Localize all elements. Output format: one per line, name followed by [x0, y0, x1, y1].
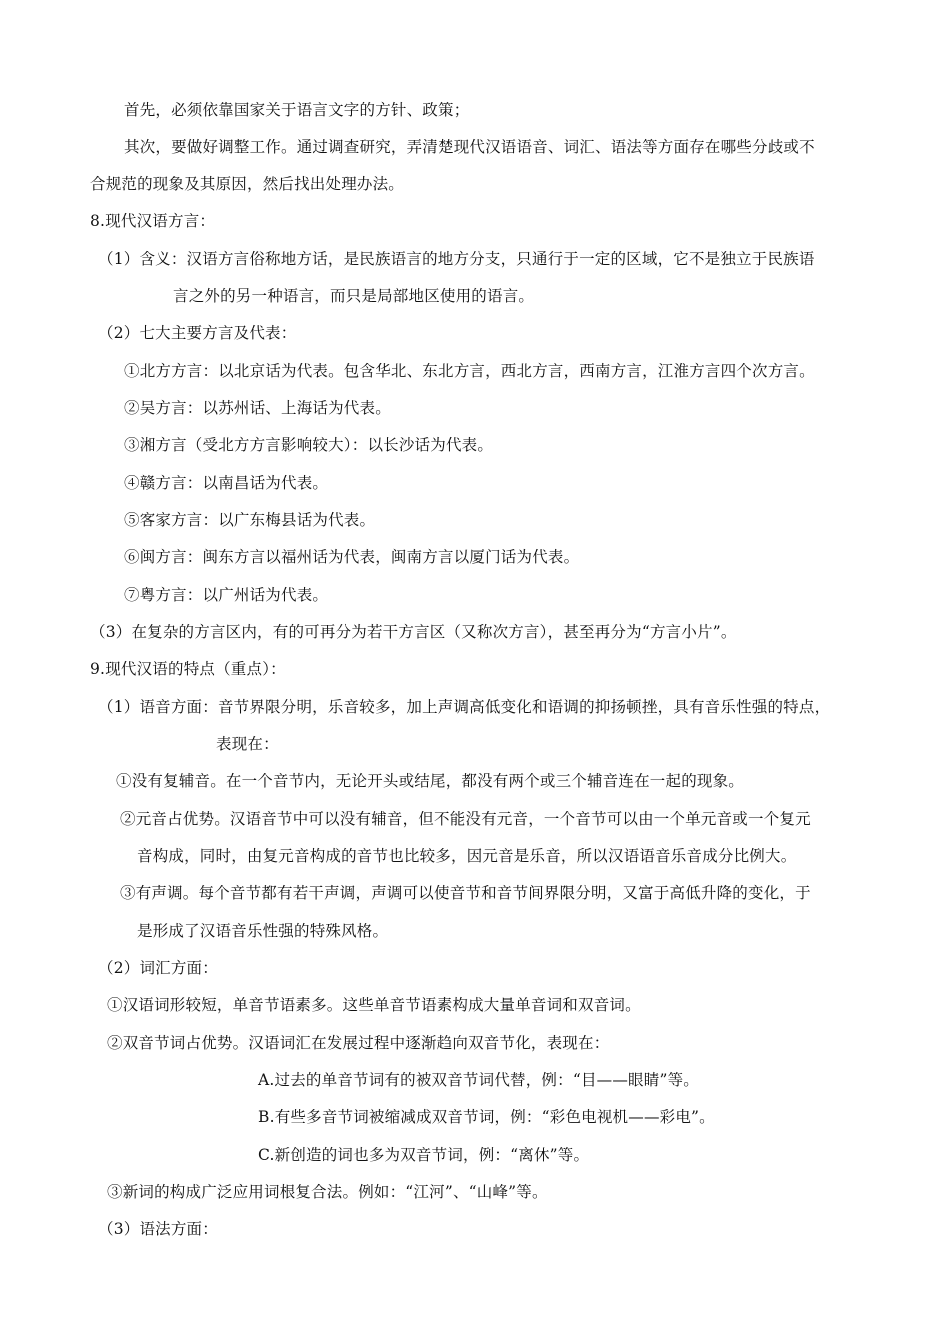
text-line: 音构成，同时，由复元音构成的音节也比较多，因元音是乐音，所以汉语语音乐音成分比例大。 [137, 847, 797, 865]
text-line: （3）在复杂的方言区内，有的可再分为若干方言区（又称次方言），甚至再分为“方言小片”。 [90, 623, 737, 641]
text-line: 表现在： [216, 735, 279, 753]
text-line: （2）词汇方面： [98, 959, 218, 977]
text-line: （2）七大主要方言及代表： [98, 324, 297, 342]
text-line: 言之外的另一种语言，而只是局部地区使用的语言。 [173, 287, 535, 305]
section-heading: 8.现代汉语方言： [90, 212, 216, 230]
section-heading: 9.现代汉语的特点（重点）： [90, 660, 286, 678]
sub-item: C.新创造的词也多为双音节词，例：“离休”等。 [258, 1146, 590, 1164]
text-line: 首先，必须依靠国家关于语言文字的方针、政策； [124, 101, 470, 119]
list-item: ②吴方言：以苏州话、上海话为代表。 [124, 399, 391, 417]
list-item: ③有声调。每个音节都有若干声调，声调可以使音节和音节间界限分明，又富于高低升降的变化，于 [120, 884, 811, 902]
text-line: 其次，要做好调整工作。通过调查研究，弄清楚现代汉语语音、词汇、语法等方面存在哪些分歧或不 [124, 138, 815, 156]
text-line: （1）语音方面：音节界限分明，乐音较多，加上声调高低变化和语调的抑扬顿挫，具有音乐性强的特点， [98, 698, 831, 716]
list-item: ③新词的构成广泛应用词根复合法。例如：“江河”、“山峰”等。 [107, 1183, 548, 1201]
list-item: ①汉语词形较短，单音节语素多。这些单音节语素构成大量单音词和双音词。 [107, 996, 641, 1014]
list-item: ①没有复辅音。在一个音节内，无论开头或结尾，都没有两个或三个辅音连在一起的现象。 [116, 772, 745, 790]
sub-item: B.有些多音节词被缩减成双音节词，例：“彩色电视机——彩电”。 [258, 1108, 715, 1126]
list-item: ③湘方言（受北方方言影响较大）：以长沙话为代表。 [124, 436, 494, 454]
text-line: （3）语法方面： [98, 1220, 218, 1238]
sub-item: A.过去的单音节词有的被双音节词代替，例：“目——眼睛”等。 [258, 1071, 699, 1089]
list-item: ②双音节词占优势。汉语词汇在发展过程中逐渐趋向双音节化，表现在： [107, 1034, 610, 1052]
list-item: ⑤客家方言：以广东梅县话为代表。 [124, 511, 376, 529]
list-item: ⑥闽方言：闽东方言以福州话为代表，闽南方言以厦门话为代表。 [124, 548, 580, 566]
list-item: ①北方方言：以北京话为代表。包含华北、东北方言，西北方言，西南方言，江淮方言四个次方言。 [124, 362, 815, 380]
text-line: 是形成了汉语音乐性强的特殊风格。 [137, 922, 389, 940]
list-item: ⑦粤方言：以广州话为代表。 [124, 586, 329, 604]
list-item: ④赣方言：以南昌话为代表。 [124, 474, 329, 492]
list-item: ②元音占优势。汉语音节中可以没有辅音，但不能没有元音，一个音节可以由一个单元音或一个复元 [120, 810, 811, 828]
text-line: 合规范的现象及其原因，然后找出处理办法。 [90, 175, 405, 193]
text-line: （1）含义：汉语方言俗称地方话，是民族语言的地方分支，只通行于一定的区域，它不是独立于民族语 [98, 250, 815, 268]
